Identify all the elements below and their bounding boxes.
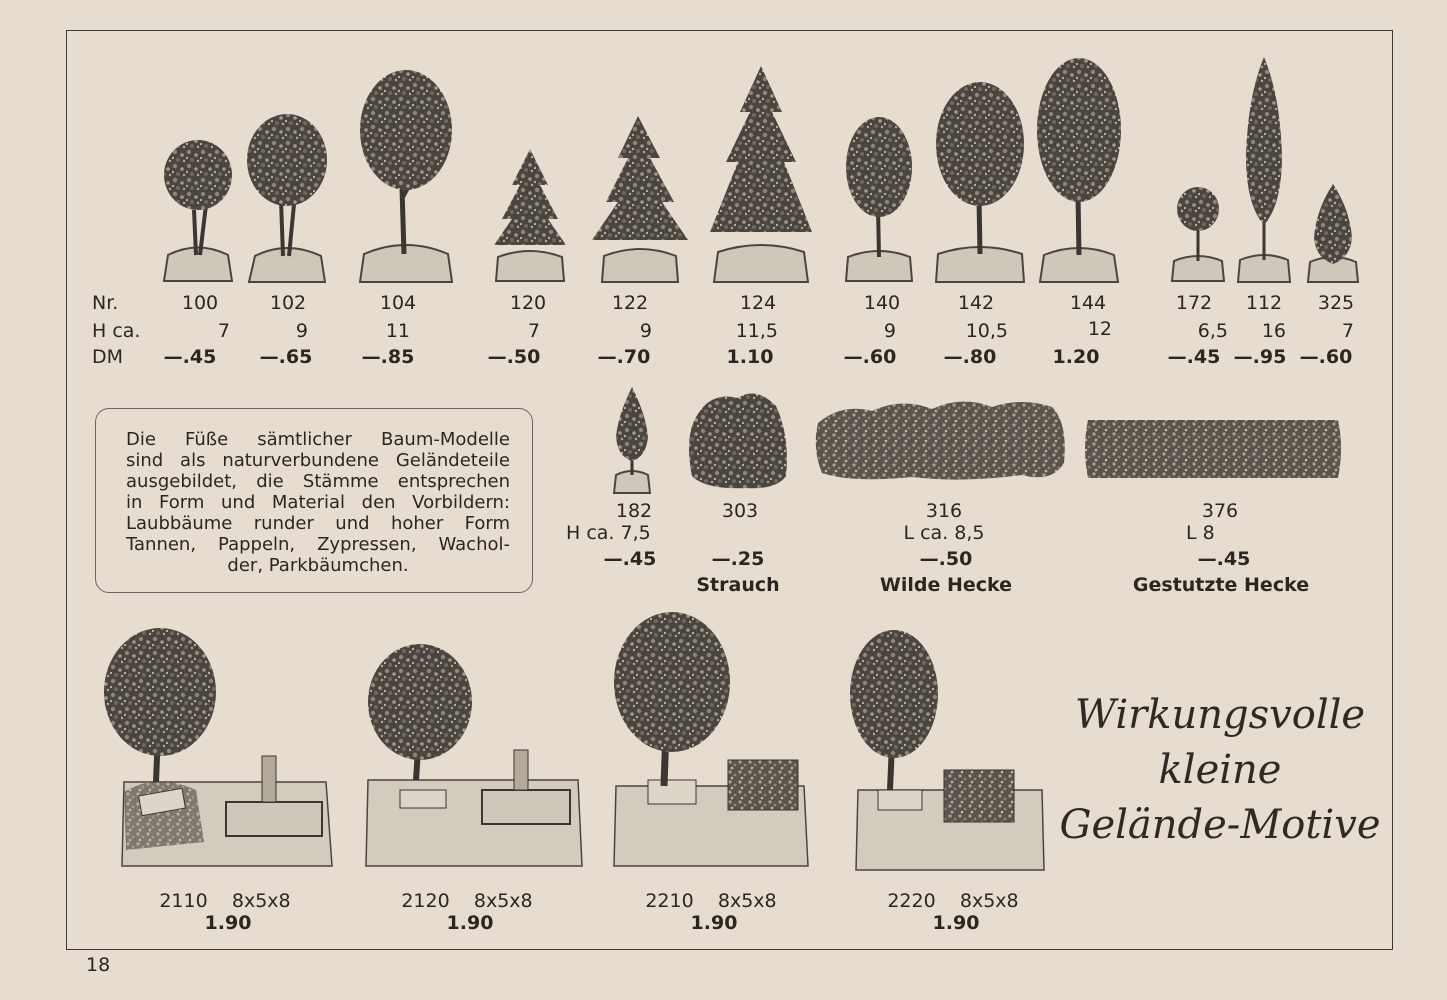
motif-2220-label: 2220 8x5x8	[887, 890, 1019, 912]
tree-172-price: —.45	[1167, 346, 1221, 368]
note-line: der, Parkbäumchen.	[227, 555, 409, 576]
tree-112-image	[1236, 55, 1292, 286]
item-182-price: —.45	[603, 548, 657, 570]
tree-124-height: 11,5	[735, 320, 778, 342]
note-line: Die Füße sämtlicher Baum-Modelle	[126, 429, 510, 450]
item-303-nr: 303	[721, 500, 759, 522]
tree-325-image	[1306, 180, 1360, 286]
note-line: in Form und Material den Vorbildern:	[126, 492, 510, 513]
tree-100-image	[158, 135, 238, 285]
tree-102-height: 9	[295, 320, 308, 342]
motif-2210-image	[608, 610, 818, 872]
item-316-caption: Wilde Hecke	[879, 574, 1013, 596]
tree-120-nr: 120	[509, 292, 547, 314]
item-316-price: —.50	[919, 548, 973, 570]
tree-172-image	[1170, 185, 1226, 285]
tree-122-height: 9	[639, 320, 652, 342]
tree-102-nr: 102	[269, 292, 307, 314]
tree-144-price: 1.20	[1052, 346, 1100, 368]
tree-325-price: —.60	[1299, 346, 1353, 368]
motif-2120-label: 2120 8x5x8	[401, 890, 533, 912]
tree-144-nr: 144	[1069, 292, 1107, 314]
tree-100-nr: 100	[181, 292, 219, 314]
header-price: DM	[92, 346, 124, 368]
tree-144-image	[1034, 55, 1124, 286]
tree-182-image	[610, 385, 654, 497]
tree-140-image	[842, 115, 916, 285]
item-303-price: —.25	[711, 548, 765, 570]
item-182-nr: 182	[615, 500, 653, 522]
item-376-length: L 8	[1186, 522, 1215, 544]
item-316-nr: 316	[925, 500, 963, 522]
tree-140-height: 9	[883, 320, 896, 342]
tree-100-height: 7	[217, 320, 230, 342]
tree-102-price: —.65	[259, 346, 313, 368]
motif-2110-image	[96, 622, 336, 872]
item-303-caption: Strauch	[696, 574, 780, 596]
tree-120-image	[492, 145, 568, 285]
tree-104-image	[356, 68, 456, 286]
tree-140-nr: 140	[863, 292, 901, 314]
tree-325-height: 7	[1341, 320, 1354, 342]
tree-120-height: 7	[527, 320, 540, 342]
motif-2220-price: 1.90	[932, 912, 980, 934]
title-line-2: kleine	[1158, 747, 1282, 793]
note-line: sind als naturverbundene Geländeteile	[126, 450, 510, 471]
tree-122-price: —.70	[597, 346, 651, 368]
item-376-price: —.45	[1197, 548, 1251, 570]
tree-124-nr: 124	[739, 292, 777, 314]
tree-112-price: —.95	[1233, 346, 1287, 368]
tree-142-height: 10,5	[965, 320, 1008, 342]
item-376-caption: Gestutzte Hecke	[1132, 574, 1310, 596]
hedge-376-image	[1082, 412, 1344, 486]
title-line-1: Wirkungsvolle	[1074, 692, 1366, 738]
page-number: 18	[86, 954, 111, 976]
info-note-box	[95, 408, 533, 593]
item-376-nr: 376	[1201, 500, 1239, 522]
tree-122-nr: 122	[611, 292, 649, 314]
tree-100-price: —.45	[163, 346, 217, 368]
tree-122-image	[590, 112, 690, 286]
item-316-length: L ca. 8,5	[903, 522, 985, 544]
tree-104-height: 11	[385, 320, 410, 342]
note-line: Tannen, Pappeln, Zypressen, Wachol-	[126, 534, 510, 555]
tree-172-height: 6,5	[1197, 320, 1228, 342]
tree-112-nr: 112	[1245, 292, 1283, 314]
item-182-height: H ca. 7,5	[566, 522, 651, 544]
motif-2110-label: 2110 8x5x8	[159, 890, 291, 912]
tree-142-price: —.80	[943, 346, 997, 368]
tree-144-height: 12	[1087, 318, 1112, 340]
note-line: ausgebildet, die Stämme entsprechen	[126, 471, 510, 492]
tree-102-image	[243, 112, 331, 286]
tree-120-price: —.50	[487, 346, 541, 368]
tree-112-height: 16	[1261, 320, 1286, 342]
tree-124-image	[706, 62, 816, 286]
tree-325-nr: 325	[1317, 292, 1355, 314]
motif-2120-image	[356, 640, 592, 870]
motif-2210-label: 2210 8x5x8	[645, 890, 777, 912]
header-nr: Nr.	[92, 292, 119, 314]
note-line: Laubbäume runder und hoher Form	[126, 513, 510, 534]
tree-124-price: 1.10	[726, 346, 774, 368]
motif-2120-price: 1.90	[446, 912, 494, 934]
hedge-316-image	[812, 393, 1070, 485]
section-title	[1055, 688, 1385, 853]
motif-2210-price: 1.90	[690, 912, 738, 934]
tree-104-price: —.85	[361, 346, 415, 368]
tree-104-nr: 104	[379, 292, 417, 314]
motif-2220-image	[848, 624, 1048, 872]
header-height: H ca.	[92, 320, 141, 342]
tree-140-price: —.60	[843, 346, 897, 368]
tree-142-nr: 142	[957, 292, 995, 314]
tree-142-image	[932, 78, 1028, 286]
shrub-303-image	[686, 386, 790, 492]
motif-2110-price: 1.90	[204, 912, 252, 934]
tree-172-nr: 172	[1175, 292, 1213, 314]
title-line-3: Gelände-Motive	[1059, 802, 1381, 848]
